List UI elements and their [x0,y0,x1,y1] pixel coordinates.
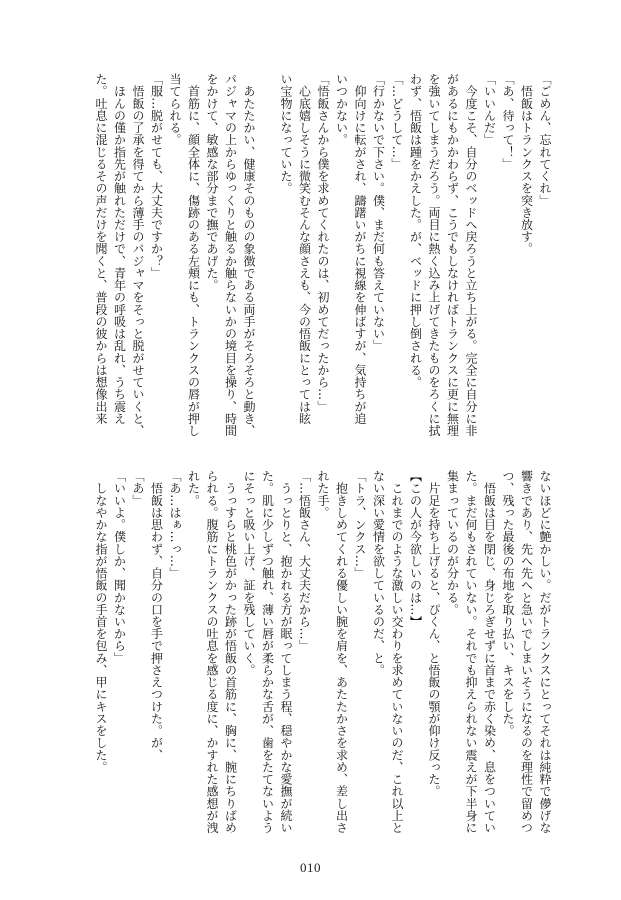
page-number: 010 [300,860,321,875]
text-line: 抱きしめてくれる優しい腕を肩を、あたたかさを求め、差し出さ [334,470,349,834]
text-line: 「悟飯さんから僕を求めてくれたのは、初めてだったから…」 [316,73,330,413]
text-line: 【この人が今欲しいのは…】 [408,470,423,628]
text-line: つ、残った最後の布地を取り払い、キスをした。 [501,470,515,737]
text-line: れた。 [186,470,201,507]
text-line: 「トラ、ンクス…」 [353,470,367,580]
text-line: 悟飯は目を閉じ、身じろぎせずに首まで赤く染め、息をついてい [482,470,497,834]
text-line: をかけて、敏感な部分まで撫であげた。 [205,73,219,292]
text-line: を強いてしまうだろう。両目に熱く込み上げてきたものをろくに拭 [427,73,441,437]
text-line: いつかない。 [334,73,349,146]
text-line: 片足を持ち上げると、ぴくん、と悟飯の顎が仰け反った。 [427,470,441,798]
text-line: うっとりと、抱かれる方が眠ってしまう程、穏やかな愛撫が続い [279,470,293,834]
text-line: 「あ、待って！」 [501,73,515,170]
text-line: 「いいよ。僕しか、聞かないから」 [112,470,127,664]
text-line: 「ごめん、忘れてくれ」 [538,73,552,207]
text-line: ないほどに艶かしい。だがトランクスにとってそれは純粋で儚げな [538,470,552,834]
text-line: わず、悟飯は踵をかえした。が、ベッドに押し倒される。 [408,73,423,389]
text-line: 「あ…はぁ…っ…」 [168,470,182,580]
text-line: うっすらと桃色がかった跡が悟飯の首筋に、胸に、腕にちりばめ [223,470,238,834]
text-line: 「…どうして…」 [390,73,404,170]
text-line: 今度こそ、自分のベッドへ戻ろうと立ち上がる。完全に自分に非 [464,73,478,437]
text-line: 首筋に、顔全体に、傷跡のある左頬にも、トランクスの唇が押し [186,73,201,437]
text-line: 仰向けに転がされ、躊躇いがちに視線を伸ばすが、気持ちが追 [353,73,367,425]
text-line: た。吐息に混じるその声だけを聞くと、普段の彼からは想像出来 [94,73,108,425]
text-line: 「服…脱がせても、大丈夫ですか？」 [149,73,164,280]
text-line: た。肌に少しずつ触れ、薄い唇が柔らかな舌が、歯をたてないよう [260,470,275,834]
text-line: 「あ」 [131,470,145,507]
text-line: られる。腹筋にトランクスの吐息を感じる度に、かすれた感想が洩 [205,470,219,834]
text-line: 当てられる。 [168,73,182,146]
text-line: パジャマの上からゆっくりと触るか触らないかの境目を操り、時間 [223,73,238,437]
text-line: にそっと吸い上げ、証を残していく。 [242,470,256,677]
text-line: ほんの僅か指先が触れただけで、青年の呼吸は乱れ、うち震え [112,73,127,425]
text-line: 悟飯の了承を得てから薄手のパジャマをそっと脱がせていくと、 [131,73,145,437]
text-line: 悟飯はトランクスを突き放す。 [519,73,534,255]
text-line: しなやかな指が悟飯の手首を包み、甲にキスをした。 [94,470,108,773]
text-line: れた手。 [316,470,330,519]
text-line: あたたかい、健康そのものの象徴である両手がそろそろと動き、 [242,73,256,437]
text-line: ない深い愛情を欲しているのだ、と。 [371,470,386,677]
section-break [258,73,277,439]
lower-text-section [91,470,554,836]
upper-text-section [91,73,554,439]
text-line: これまでのような激しい交わりを求めていないのだ、これ以上と [390,470,404,834]
text-line: 集まっているのが分かる。 [445,470,460,616]
text-line: 悟飯は思わず、自分の口を手で押さえつけた。が、 [149,470,164,761]
text-line: があるにもかかわらず、こうでもしなければトランクスに更に無理 [445,73,460,437]
text-line: た。まだ何もされていない。それでも抑えられない震えが下半身に [464,470,478,834]
text-line: 響きであり、先へ先へと急いでしまいそうになるのを理性で留めつ [519,470,534,834]
text-line: 「行かないで下さい。僕、まだ何も答えていない」 [371,73,386,352]
text-line: 「…悟飯さん、大丈夫だから…」 [297,470,312,652]
text-line: い宝物になっていた。 [279,73,293,195]
text-line: 「いいんだ」 [482,73,497,146]
text-line: 心底嬉しそうに微笑むそんな顔さえも、今の悟飯にとっては眩 [297,73,312,425]
